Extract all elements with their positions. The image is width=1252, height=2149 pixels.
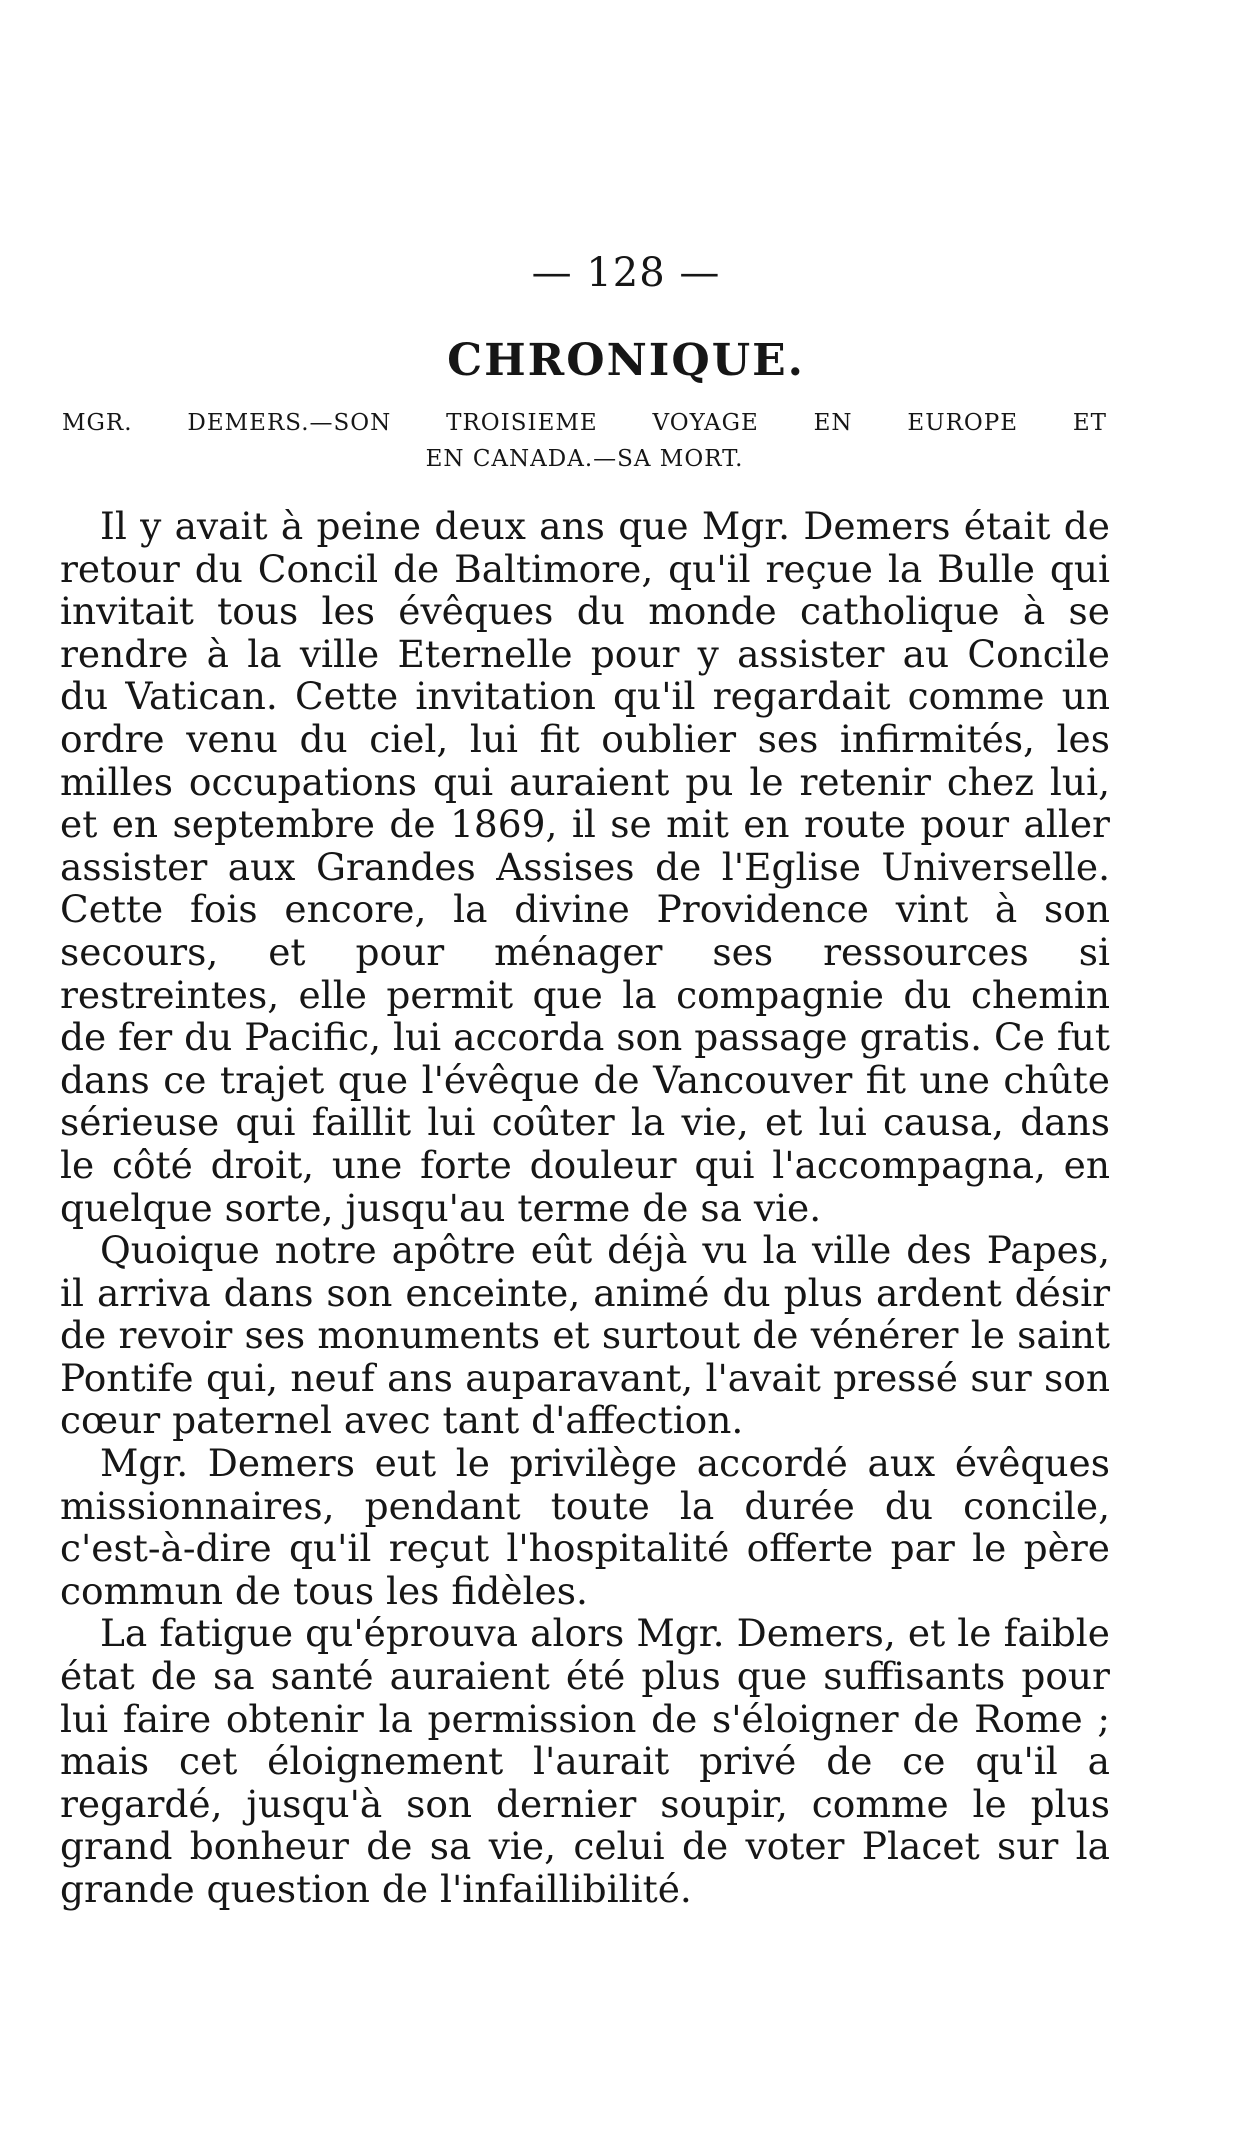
paragraph-1: Il y avait à peine deux ans que Mgr. Demers était de retour du Concil de Baltimore, qu'il reçue la Bulle qui invitait tous les évêques du monde catholique à se rendre à la ville Eternelle pour y assister au Concile du Vatican. Cette invitation qu'il regardait comme un ordre venu du ciel, lui fit oublier ses infirmités, les milles occupations qui auraient pu le retenir chez lui, et en septembre de 1869, il se mit en route pour aller assister aux Grandes Assises de l'Eglise Universelle. Cette fois encore, la divine Providence vint à son secours, et pour ménager ses ressources si restreintes, elle permit que la compagnie du chemin de fer du Pacific, lui accorda son passage gratis. Ce fut dans ce trajet que l'évêque de Vancouver fit une chûte sérieuse qui faillit lui coûter la vie, et lui causa, dans le côté droit, une forte douleur qui l'accompagna, en quelque sorte, jusqu'au terme de sa vie. xyxy=(60,504,1110,1230)
paragraph-2: Quoique notre apôtre eût déjà vu la ville des Papes, il arriva dans son enceinte, animé du plus ardent désir de revoir ses monuments et surtout de vénérer le saint Pontife qui, neuf ans auparavant, l'avait pressé sur son cœur paternel avec tant d'affection. xyxy=(60,1228,1110,1443)
chapter-subtitle xyxy=(62,405,1107,477)
body-text xyxy=(60,505,1110,1911)
subtitle-line-1: MGR. DEMERS.—SON TROISIEME VOYAGE EN EUROPE ET xyxy=(62,410,1107,436)
paragraph-4: La fatigue qu'éprouva alors Mgr. Demers, et le faible état de sa santé auraient été plus que suffisants pour lui faire obtenir la permission de s'éloigner de Rome ; mais cet éloignement l'aurait privé de ce qu'il a regardé, jusqu'à son dernier soupir, comme le plus grand bonheur de sa vie, celui de voter Placet sur la grande question de l'infaillibilité. xyxy=(60,1611,1110,1911)
subtitle-line-2: EN CANADA.—SA MORT. xyxy=(425,446,744,472)
section-title: CHRONIQUE. xyxy=(447,335,805,386)
page-number: — 128 — xyxy=(531,250,721,296)
paragraph-3: Mgr. Demers eut le privilège accordé aux évêques missionnaires, pendant toute la durée du concile, c'est-à-dire qu'il reçut l'hospitalité offerte par le père commun de tous les fidèles. xyxy=(60,1441,1110,1613)
